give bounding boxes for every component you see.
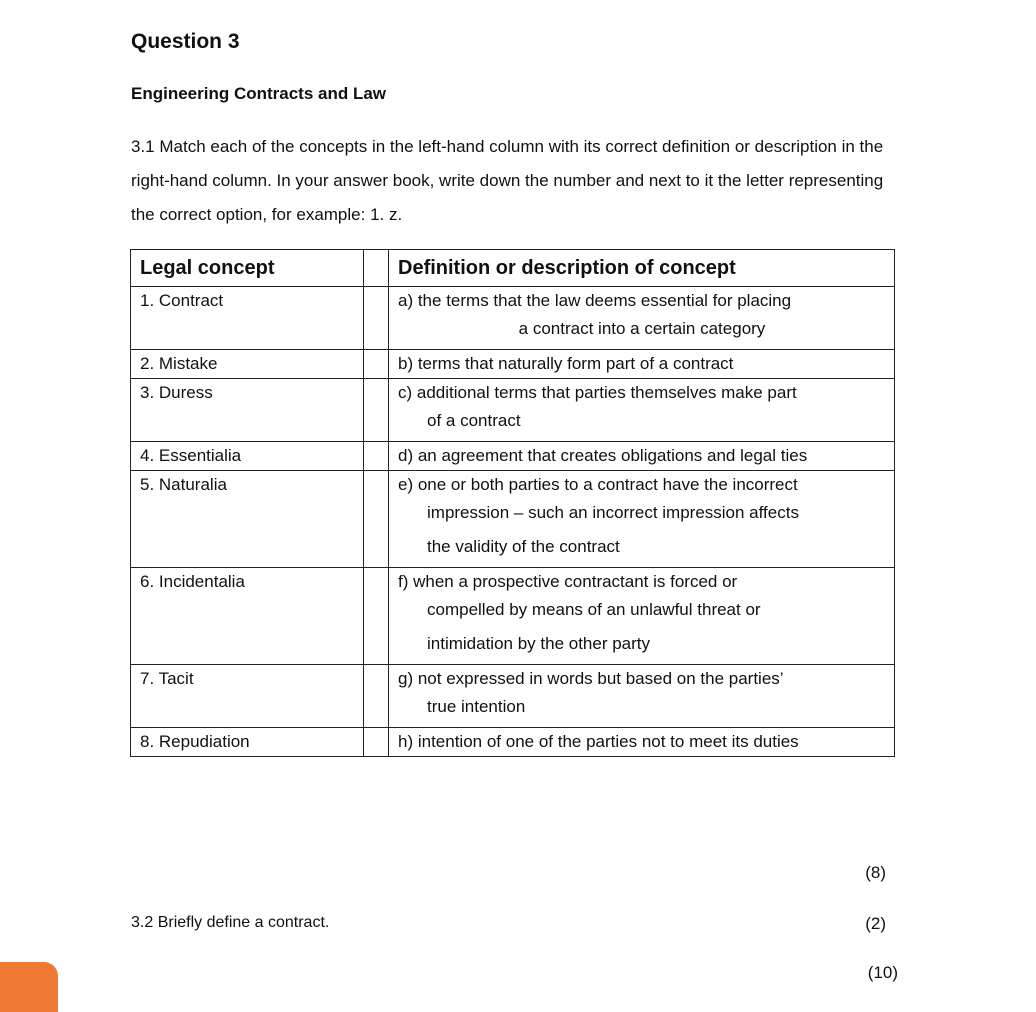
table-header-row bbox=[131, 250, 895, 287]
header-gap-cell bbox=[364, 250, 389, 287]
gap-cell bbox=[364, 665, 389, 728]
concept-cell: 8. Repudiation bbox=[131, 728, 364, 757]
definition-line: h) intention of one of the parties not to meet its duties bbox=[398, 732, 799, 751]
table-row bbox=[131, 665, 895, 728]
gap-cell bbox=[364, 287, 389, 350]
definition-cell bbox=[389, 728, 895, 757]
definition-cell bbox=[389, 442, 895, 471]
question-instructions: 3.1 Match each of the concepts in the left-hand column with its correct definition or description in the right-hand column. In your answer book, write down the number and next to it the letter representing the correct option, for example: 1. z. bbox=[131, 137, 884, 224]
definition-cell bbox=[389, 568, 895, 665]
definition-cell bbox=[389, 665, 895, 728]
definition-line: f) when a prospective contractant is forced or bbox=[398, 572, 738, 591]
definition-cell bbox=[389, 350, 895, 379]
concept-cell: 6. Incidentalia bbox=[131, 568, 364, 665]
definition-line: impression – such an incorrect impression affects bbox=[427, 503, 799, 522]
definition-line: e) one or both parties to a contract have the incorrect bbox=[398, 475, 798, 494]
marks-3-2: (2) bbox=[865, 914, 886, 933]
concept-cell: 4. Essentialia bbox=[131, 442, 364, 471]
gap-cell bbox=[364, 442, 389, 471]
definition-cell bbox=[389, 471, 895, 568]
definition-line: b) terms that naturally form part of a contract bbox=[398, 354, 734, 373]
question-3-2: 3.2 Briefly define a contract. bbox=[131, 914, 330, 931]
header-legal-concept: Legal concept bbox=[131, 250, 364, 287]
concept-cell: 2. Mistake bbox=[131, 350, 364, 379]
header-definition: Definition or description of concept bbox=[389, 250, 895, 287]
definition-line: d) an agreement that creates obligations and legal ties bbox=[398, 446, 808, 465]
table-row bbox=[131, 568, 895, 665]
concept-cell: 5. Naturalia bbox=[131, 471, 364, 568]
marks-3-1: (8) bbox=[865, 863, 886, 882]
table-row bbox=[131, 350, 895, 379]
definition-line: a contract into a certain category bbox=[518, 319, 766, 338]
table-row bbox=[131, 442, 895, 471]
gap-cell bbox=[364, 471, 389, 568]
concept-cell: 3. Duress bbox=[131, 379, 364, 442]
gap-cell bbox=[364, 379, 389, 442]
definition-line: g) not expressed in words but based on the parties’ bbox=[398, 669, 784, 688]
concept-cell: 7. Tacit bbox=[131, 665, 364, 728]
orange-corner-tab bbox=[0, 962, 58, 1012]
concept-cell: 1. Contract bbox=[131, 287, 364, 350]
definition-line: intimidation by the other party bbox=[427, 634, 651, 653]
definition-line: compelled by means of an unlawful threat or bbox=[427, 600, 761, 619]
table-row bbox=[131, 379, 895, 442]
question-subtitle: Engineering Contracts and Law bbox=[131, 84, 387, 103]
table-row bbox=[131, 287, 895, 350]
gap-cell bbox=[364, 350, 389, 379]
definition-line: of a contract bbox=[427, 411, 521, 430]
question-title: Question 3 bbox=[131, 30, 240, 53]
gap-cell bbox=[364, 728, 389, 757]
table-row bbox=[131, 728, 895, 757]
definition-line: true intention bbox=[427, 697, 526, 716]
table-row bbox=[131, 471, 895, 568]
definition-line: a) the terms that the law deems essential for placing bbox=[398, 291, 792, 310]
definition-cell bbox=[389, 379, 895, 442]
definition-line: c) additional terms that parties themselves make part bbox=[398, 383, 797, 402]
gap-cell bbox=[364, 568, 389, 665]
table-body bbox=[131, 287, 895, 757]
definition-line: the validity of the contract bbox=[427, 537, 620, 556]
concept-matching-table bbox=[130, 249, 895, 757]
marks-total: (10) bbox=[867, 963, 898, 982]
definition-cell bbox=[389, 287, 895, 350]
